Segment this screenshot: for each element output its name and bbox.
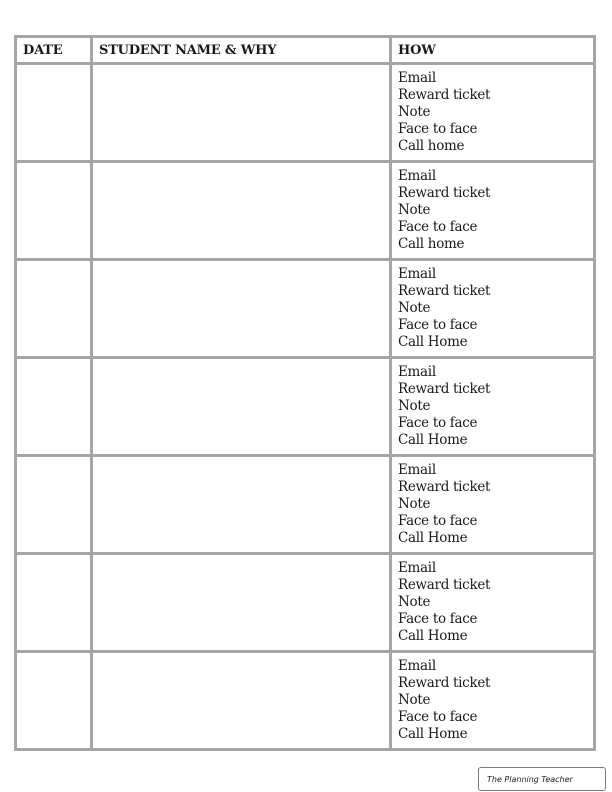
contact-log-table — [14, 35, 596, 751]
how-option: Call Home — [398, 334, 468, 350]
how-option: Call Home — [398, 628, 468, 644]
table-row — [16, 64, 595, 162]
table-row — [16, 456, 595, 554]
how-option: Face to face — [398, 219, 478, 235]
how-options-cell — [391, 162, 595, 260]
how-option: Email — [398, 658, 436, 674]
how-option: Reward ticket — [398, 185, 491, 201]
how-option: Reward ticket — [398, 283, 491, 299]
how-options-cell — [391, 64, 595, 162]
how-options-cell — [391, 456, 595, 554]
how-options-cell — [391, 554, 595, 652]
how-option: Note — [398, 398, 431, 414]
table-row — [16, 554, 595, 652]
how-option: Note — [398, 104, 431, 120]
how-option: Note — [398, 496, 431, 512]
how-options-cell — [391, 652, 595, 750]
date-cell[interactable] — [16, 162, 92, 260]
student-name-why-cell[interactable] — [92, 162, 391, 260]
table-header-row — [16, 37, 595, 64]
date-cell[interactable] — [16, 652, 92, 750]
how-option: Reward ticket — [398, 675, 491, 691]
table-row — [16, 260, 595, 358]
date-cell[interactable] — [16, 260, 92, 358]
how-option: Reward ticket — [398, 87, 491, 103]
date-cell[interactable] — [16, 456, 92, 554]
how-option: Note — [398, 202, 431, 218]
how-option: Note — [398, 300, 431, 316]
how-column-header: HOW — [391, 37, 595, 64]
table-row — [16, 358, 595, 456]
footer-brand-label: The Planning Teacher — [478, 767, 606, 791]
table-row — [16, 652, 595, 750]
date-cell[interactable] — [16, 358, 92, 456]
how-options-cell — [391, 358, 595, 456]
how-option: Email — [398, 266, 436, 282]
how-option: Call Home — [398, 530, 468, 546]
how-option: Email — [398, 364, 436, 380]
how-option: Face to face — [398, 709, 478, 725]
how-option: Call Home — [398, 432, 468, 448]
student-name-why-cell[interactable] — [92, 358, 391, 456]
student-name-why-cell[interactable] — [92, 260, 391, 358]
how-option: Email — [398, 168, 436, 184]
table-body — [16, 64, 595, 750]
how-option: Face to face — [398, 317, 478, 333]
how-option: Face to face — [398, 415, 478, 431]
date-cell[interactable] — [16, 554, 92, 652]
student-name-why-cell[interactable] — [92, 652, 391, 750]
table-row — [16, 162, 595, 260]
how-option: Note — [398, 594, 431, 610]
how-option: Call home — [398, 236, 465, 252]
how-option: Reward ticket — [398, 381, 491, 397]
how-option: Email — [398, 462, 436, 478]
how-option: Face to face — [398, 121, 478, 137]
how-option: Face to face — [398, 611, 478, 627]
student-name-why-cell[interactable] — [92, 554, 391, 652]
how-option: Reward ticket — [398, 577, 491, 593]
student-name-why-column-header: STUDENT NAME & WHY — [92, 37, 391, 64]
how-options-cell — [391, 260, 595, 358]
how-option: Reward ticket — [398, 479, 491, 495]
student-name-why-cell[interactable] — [92, 456, 391, 554]
how-option: Email — [398, 560, 436, 576]
student-name-why-cell[interactable] — [92, 64, 391, 162]
how-option: Call Home — [398, 726, 468, 742]
how-option: Note — [398, 692, 431, 708]
how-option: Face to face — [398, 513, 478, 529]
date-column-header: DATE — [16, 37, 92, 64]
how-option: Email — [398, 70, 436, 86]
how-option: Call home — [398, 138, 465, 154]
date-cell[interactable] — [16, 64, 92, 162]
